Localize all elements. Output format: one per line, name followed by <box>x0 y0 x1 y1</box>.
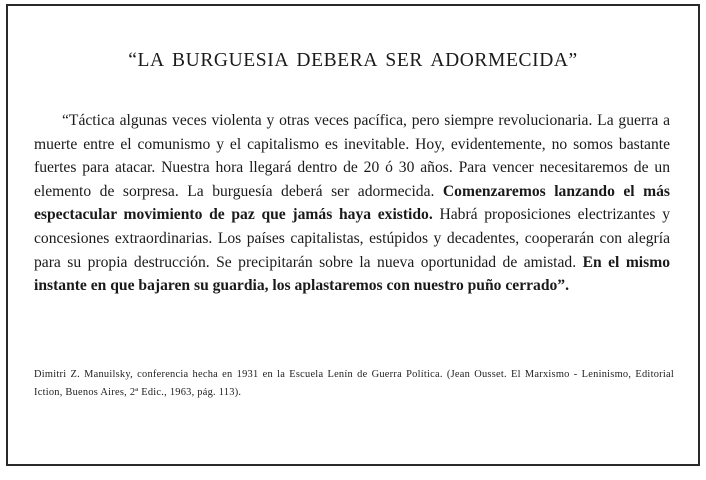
quote-bold-part-1: Comenzaremos lanzando el más espectacular movimiento de paz que jamás haya existido. <box>34 182 670 224</box>
quote-text-part-1: “Táctica algunas veces violenta y otras veces pacífica, pero siempre revolucionaria. La guerra a muerte entre el comunismo y el capitalismo es inevitable. Hoy, evidentemente, no somos bastante fuertes para atacar. Nuestra hora llegará dentro de 20 ó 30 años. Para vencer necesitaremos de un elemento de sorpresa. La burguesía deberá ser adormecida. <box>34 112 670 200</box>
quote-paragraph <box>34 109 670 298</box>
document-frame <box>6 4 700 466</box>
citation-footnote: Dimitri Z. Manuilsky, conferencia hecha en 1931 en la Escuela Lenín de Guerra Política. (Jean Ousset. El Marxismo - Leninismo, Editorial Iction, Buenos Aires, 2ª Edic., 1963, pág. 113). <box>34 369 674 398</box>
quote-bold-part-2: En el mismo instante en que bajaren su guardia, los aplastaremos con nuestro puño cerrado”. <box>34 253 670 295</box>
document-title: “LA BURGUESIA DEBERA SER ADORMECIDA” <box>128 50 578 71</box>
quote-text-part-2: Habrá proposiciones electrizantes y concesiones extraordinarias. Los países capitalistas, estúpidos y decadentes, cooperarán con alegría para su propia destrucción. Se precipitarán sobre la nueva oportunidad de amistad. <box>34 206 670 271</box>
